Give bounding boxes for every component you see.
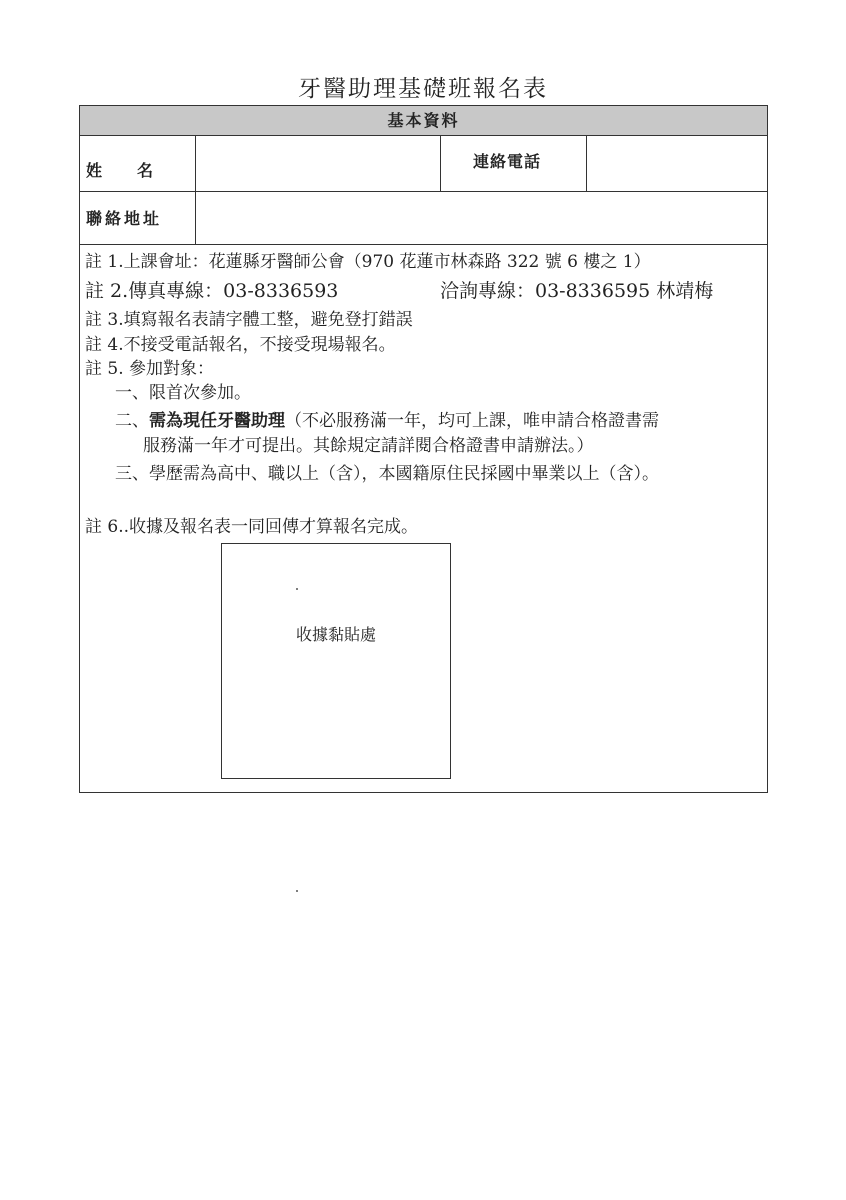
- address-label: 聯絡地址: [86, 209, 163, 228]
- divider-phone-label: [440, 136, 441, 191]
- note-5-item-3: 三、學歷需為高中、職以上（含），本國籍原住民採國中畢業以上（含）。: [115, 464, 659, 484]
- phone-field[interactable]: [587, 136, 767, 191]
- note-1: 註 1.上課會址：花蓮縣牙醫師公會（970 花蓮市林森路 322 號 6 樓之 1）: [85, 252, 651, 272]
- note-5-item-2-text: （不必服務滿一年，均可上課，唯申請合格證書需: [285, 411, 659, 431]
- scan-speck: [296, 588, 298, 590]
- note-5-item-2-emphasis: 需為現任牙醫助理: [149, 411, 285, 431]
- note-5-item-2-continued: 服務滿一年才可提出。其餘規定請詳閱合格證書申請辦法。）: [143, 436, 594, 456]
- phone-label: 連絡電話: [473, 152, 542, 171]
- note-2-contact: 洽詢專線：03-8336595 林靖梅: [440, 280, 714, 302]
- scan-speck: [296, 890, 298, 892]
- note-5: 註 5. 參加對象：: [85, 359, 215, 379]
- note-5-item-2-prefix: 二、: [115, 411, 149, 431]
- note-2: 註 2.傳真專線：03-8336593: [85, 280, 339, 302]
- name-field[interactable]: [196, 136, 440, 191]
- note-6: 註 6..收據及報名表一同回傳才算報名完成。: [85, 517, 419, 537]
- page-title: 牙醫助理基礎班報名表: [298, 76, 548, 102]
- name-label: 姓 名: [86, 161, 155, 180]
- receipt-paste-area: [221, 543, 451, 779]
- registration-form: [79, 105, 768, 793]
- note-5-item-1: 一、限首次參加。: [115, 383, 251, 403]
- row-divider-2: [80, 244, 767, 245]
- receipt-label: 收據黏貼處: [295, 625, 376, 644]
- section-header-basic-info: 基本資料: [80, 106, 767, 136]
- note-5-item-2: [115, 409, 659, 433]
- note-3: 註 3.填寫報名表請字體工整，避免登打錯誤: [85, 310, 413, 330]
- note-4: 註 4.不接受電話報名，不接受現場報名。: [85, 335, 396, 355]
- address-field[interactable]: [196, 192, 767, 244]
